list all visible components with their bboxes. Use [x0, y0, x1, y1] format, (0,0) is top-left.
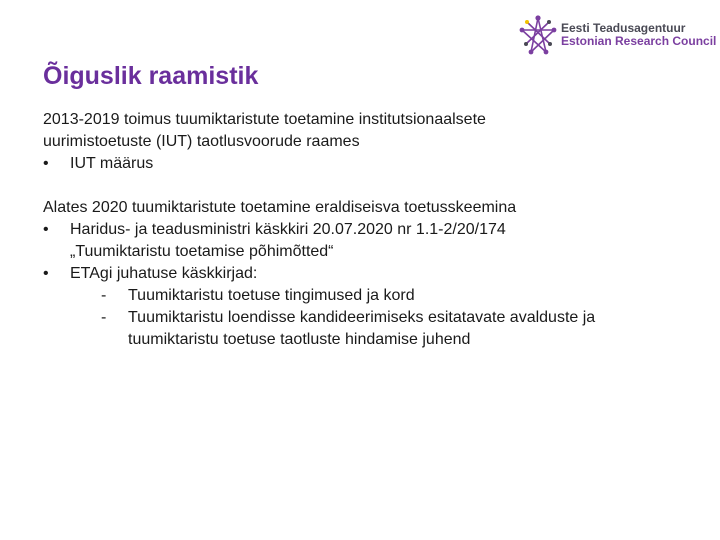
bullet-item	[43, 263, 693, 285]
bullet-symbol: •	[43, 221, 49, 238]
bullet-item	[43, 219, 693, 263]
bullet-text: IUT määrus	[70, 155, 154, 172]
dash-symbol: -	[101, 309, 107, 326]
sub-item-text-line1: Tuumiktaristu loendisse kandideerimiseks esitatavate avalduste ja	[128, 309, 596, 326]
star-network-icon	[519, 14, 557, 56]
bullet-symbol: •	[43, 265, 49, 282]
dash-symbol: -	[101, 287, 107, 304]
section1-text-line2: uurimistoetuste (IUT) taotlusvoorude raames	[43, 133, 360, 150]
slide-body	[43, 109, 693, 351]
bullet-symbol: •	[43, 155, 49, 172]
sub-item-text-line1: Tuumiktaristu toetuse tingimused ja kord	[128, 287, 415, 304]
bullet-text-line1: Haridus- ja teadusministri käskkiri 20.07.2020 nr 1.1-2/20/174	[70, 221, 506, 238]
logo-name-english: Estonian Research Council	[561, 34, 717, 48]
logo-name-estonian: Eesti Teadusagentuur	[561, 21, 686, 35]
sub-item	[43, 307, 693, 351]
sub-item-text-line2: tuumiktaristu toetuse taotluste hindamise juhend	[128, 331, 471, 348]
bullet-text-line2: „Tuumiktaristu toetamise põhimõtted“	[70, 243, 334, 260]
bullet-item	[43, 153, 693, 175]
section2-intro: Alates 2020 tuumiktaristute toetamine eraldiseisva toetusskeemina	[43, 199, 517, 216]
sub-item	[43, 285, 693, 307]
bullet-text-line1: ETAgi juhatuse käskkirjad:	[70, 265, 258, 282]
etag-logo	[519, 14, 716, 56]
page-title: Õiguslik raamistik	[43, 62, 259, 90]
section1-text-line1: 2013-2019 toimus tuumiktaristute toetamine institutsionaalsete	[43, 111, 486, 128]
